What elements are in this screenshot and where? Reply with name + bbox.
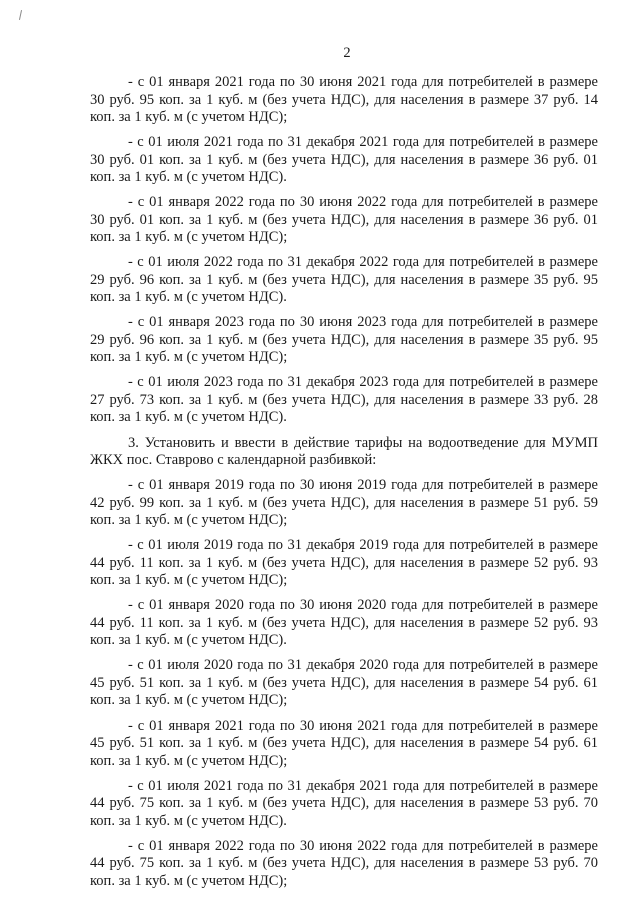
page-number: 2: [343, 45, 351, 61]
tariff-paragraph: - с 01 января 2021 года по 30 июня 2021 года для потребителей в размере 45 руб. 51 коп. за 1 куб. м (без учета НДС), для населения в размере 54 руб. 61 коп. за 1 куб. м (с учетом НДС);: [90, 717, 598, 769]
scan-artifact-mark: [19, 10, 22, 20]
tariff-paragraph: - с 01 января 2020 года по 30 июня 2020 года для потребителей в размере 44 руб. 11 коп. за 1 куб. м (без учета НДС), для населения в размере 52 руб. 93 коп. за 1 куб. м (с учетом НДС).: [90, 597, 598, 649]
tariff-paragraph: - с 01 января 2022 года по 30 июня 2022 года для потребителей в размере 44 руб. 75 коп. за 1 куб. м (без учета НДС), для населения в размере 53 руб. 70 коп. за 1 куб. м (с учетом НДС);: [90, 837, 598, 889]
tariff-paragraph: - с 01 июля 2022 года по 31 декабря 2022 года для потребителей в размере 29 руб. 96 коп. за 1 куб. м (без учета НДС), для населения в размере 35 руб. 95 коп. за 1 куб. м (с учетом НДС).: [90, 254, 598, 306]
tariff-paragraph: - с 01 января 2021 года по 30 июня 2021 года для потребителей в размере 30 руб. 95 коп. за 1 куб. м (без учета НДС), для населения в размере 37 руб. 14 коп. за 1 куб. м (с учетом НДС);: [90, 74, 598, 125]
tariff-paragraph: - с 01 июля 2020 года по 31 декабря 2020 года для потребителей в размере 45 руб. 51 коп. за 1 куб. м (без учета НДС), для населения в размере 54 руб. 61 коп. за 1 куб. м (с учетом НДС);: [90, 657, 598, 709]
tariff-paragraph: - с 01 января 2019 года по 30 июня 2019 года для потребителей в размере 42 руб. 99 коп. за 1 куб. м (без учета НДС), для населения в размере 51 руб. 59 коп. за 1 куб. м (с учетом НДС);: [90, 477, 598, 529]
document-page: [90, 44, 598, 898]
tariff-paragraph: - с 01 июля 2019 года по 31 декабря 2019 года для потребителей в размере 44 руб. 11 коп. за 1 куб. м (без учета НДС), для населения в размере 52 руб. 93 коп. за 1 куб. м (с учетом НДС);: [90, 537, 598, 589]
tariff-paragraph: - с 01 января 2022 года по 30 июня 2022 года для потребителей в размере 30 руб. 01 коп. за 1 куб. м (без учета НДС), для населения в размере 36 руб. 01 коп. за 1 куб. м (с учетом НДС);: [90, 194, 598, 246]
tariff-paragraph: - с 01 июля 2023 года по 31 декабря 2023 года для потребителей в размере 27 руб. 73 коп. за 1 куб. м (без учета НДС), для населения в размере 33 руб. 28 коп. за 1 куб. м (с учетом НДС).: [90, 374, 598, 426]
tariff-paragraph: - с 01 июля 2021 года по 31 декабря 2021 года для потребителей в размере 30 руб. 01 коп. за 1 куб. м (без учета НДС), для населения в размере 36 руб. 01 коп. за 1 куб. м (с учетом НДС).: [90, 134, 598, 186]
section-heading-paragraph: 3. Установить и ввести в действие тарифы на водоотведение для МУМП ЖКХ пос. Ставрово с календарной разбивкой:: [90, 434, 598, 469]
tariff-paragraph: - с 01 июля 2021 года по 31 декабря 2021 года для потребителей в размере 44 руб. 75 коп. за 1 куб. м (без учета НДС), для населения в размере 53 руб. 70 коп. за 1 куб. м (с учетом НДС).: [90, 777, 598, 829]
tariff-paragraph: - с 01 января 2023 года по 30 июня 2023 года для потребителей в размере 29 руб. 96 коп. за 1 куб. м (без учета НДС), для населения в размере 35 руб. 95 коп. за 1 куб. м (с учетом НДС);: [90, 314, 598, 366]
